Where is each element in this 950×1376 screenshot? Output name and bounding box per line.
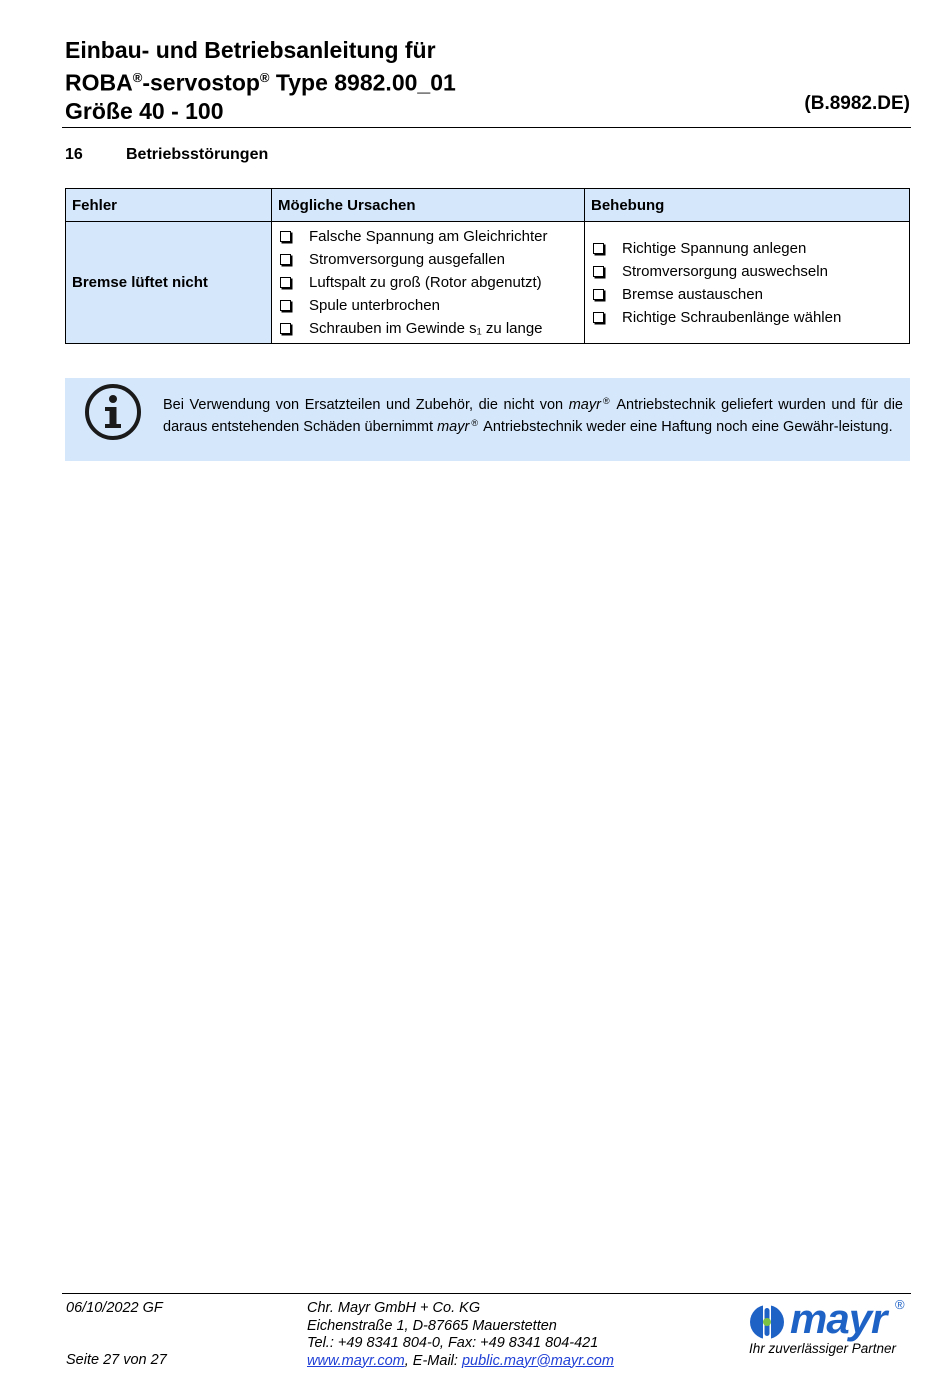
- checkbox-icon: [593, 289, 604, 300]
- document-code: (B.8982.DE): [804, 93, 910, 114]
- causes-cell: [272, 222, 585, 344]
- checkbox-icon: [280, 300, 291, 311]
- remedy-text: Stromversorgung auswechseln: [622, 262, 828, 280]
- registered-mark: ®: [132, 70, 143, 85]
- list-item: [591, 306, 909, 329]
- info-text-part: Antriebstechnik weder eine Haftung noch eine Gewähr-leistung.: [479, 419, 893, 435]
- remedy-text: Bremse austauschen: [622, 285, 763, 303]
- brand-name: mayr: [568, 397, 601, 413]
- checkbox-icon: [593, 312, 604, 323]
- checkbox-icon: [280, 254, 291, 265]
- list-item: [278, 248, 584, 271]
- mayr-logo-icon: [748, 1303, 786, 1346]
- checkbox-icon: [280, 323, 291, 334]
- product-type: Type 8982.00_01: [269, 69, 456, 96]
- company-tagline: Ihr zuverlässiger Partner: [749, 1341, 897, 1356]
- info-text: [163, 392, 903, 436]
- cause-text: Luftspalt zu groß (Rotor abgenutzt): [309, 274, 542, 291]
- info-notice: [65, 378, 910, 461]
- table-row: [66, 222, 910, 344]
- email-link[interactable]: public.mayr@mayr.com: [461, 1352, 614, 1369]
- logo-registered-mark: ®: [895, 1297, 905, 1312]
- cause-text: Stromversorgung ausgefallen: [309, 251, 505, 268]
- list-item: [278, 271, 584, 294]
- remedies-cell: [585, 222, 910, 344]
- checkbox-icon: [280, 277, 291, 288]
- checkbox-icon: [593, 266, 604, 277]
- list-item: [278, 225, 584, 248]
- column-header-fault: Fehler: [66, 189, 272, 222]
- remedy-text: Richtige Schraubenlänge wählen: [622, 308, 842, 326]
- title-line-2: [65, 64, 910, 97]
- checkbox-icon: [593, 243, 604, 254]
- email-prefix: , E-Mail:: [404, 1352, 462, 1369]
- company-contact: [307, 1353, 614, 1371]
- product-name-part2: -servostop: [142, 69, 260, 96]
- table-header-row: [66, 189, 910, 222]
- footer-divider: [62, 1293, 911, 1294]
- mayr-logo-text: mayr: [790, 1295, 887, 1342]
- company-address: Eichenstraße 1, D-87665 Mauerstetten: [307, 1317, 557, 1334]
- title-line-1: Einbau- und Betriebsanleitung für: [65, 37, 436, 63]
- list-item: [278, 317, 584, 340]
- footer-page-number: Seite 27 von 27: [66, 1352, 167, 1368]
- footer-date: 06/10/2022 GF: [66, 1300, 163, 1316]
- section-title: Betriebsstörungen: [126, 146, 269, 163]
- section-number: 16: [65, 146, 83, 163]
- registered-mark: ®: [259, 70, 270, 85]
- checkbox-icon: [280, 231, 291, 242]
- fault-table: [65, 188, 910, 344]
- brand-name: mayr: [437, 419, 470, 435]
- info-text-part: Bei Verwendung von Ersatzteilen und Zubehör, die nicht von: [163, 397, 569, 413]
- footer-company: [307, 1300, 614, 1370]
- document-header: [65, 36, 910, 125]
- section-heading: [65, 146, 268, 164]
- remedy-text: Richtige Spannung anlegen: [622, 239, 807, 257]
- list-item: [591, 260, 909, 283]
- list-item: [591, 237, 909, 260]
- title-line-3: Größe 40 - 100: [65, 97, 224, 124]
- list-item: [278, 294, 584, 317]
- product-name-part1: ROBA: [65, 69, 133, 96]
- website-link[interactable]: www.mayr.com: [307, 1352, 405, 1369]
- registered-mark: ®: [471, 418, 478, 428]
- company-name: Chr. Mayr GmbH + Co. KG: [307, 1300, 481, 1316]
- header-divider: [62, 127, 911, 128]
- company-phone: Tel.: +49 8341 804-0, Fax: +49 8341 804-421: [307, 1335, 599, 1351]
- cause-text: Falsche Spannung am Gleichrichter: [309, 228, 548, 245]
- column-header-causes: Mögliche Ursachen: [272, 189, 585, 222]
- cause-text: Schrauben im Gewinde s₁ zu lange: [309, 320, 543, 337]
- info-text-part: Antriebstechnik geliefert wurden und für die daraus entstehenden Schäden übernimmt: [163, 397, 903, 435]
- info-icon: [83, 382, 143, 447]
- fault-cell: Bremse lüftet nicht: [66, 222, 272, 344]
- registered-mark: ®: [602, 396, 610, 406]
- column-header-remedies: Behebung: [585, 189, 910, 222]
- cause-text: Spule unterbrochen: [309, 297, 440, 314]
- list-item: [591, 283, 909, 306]
